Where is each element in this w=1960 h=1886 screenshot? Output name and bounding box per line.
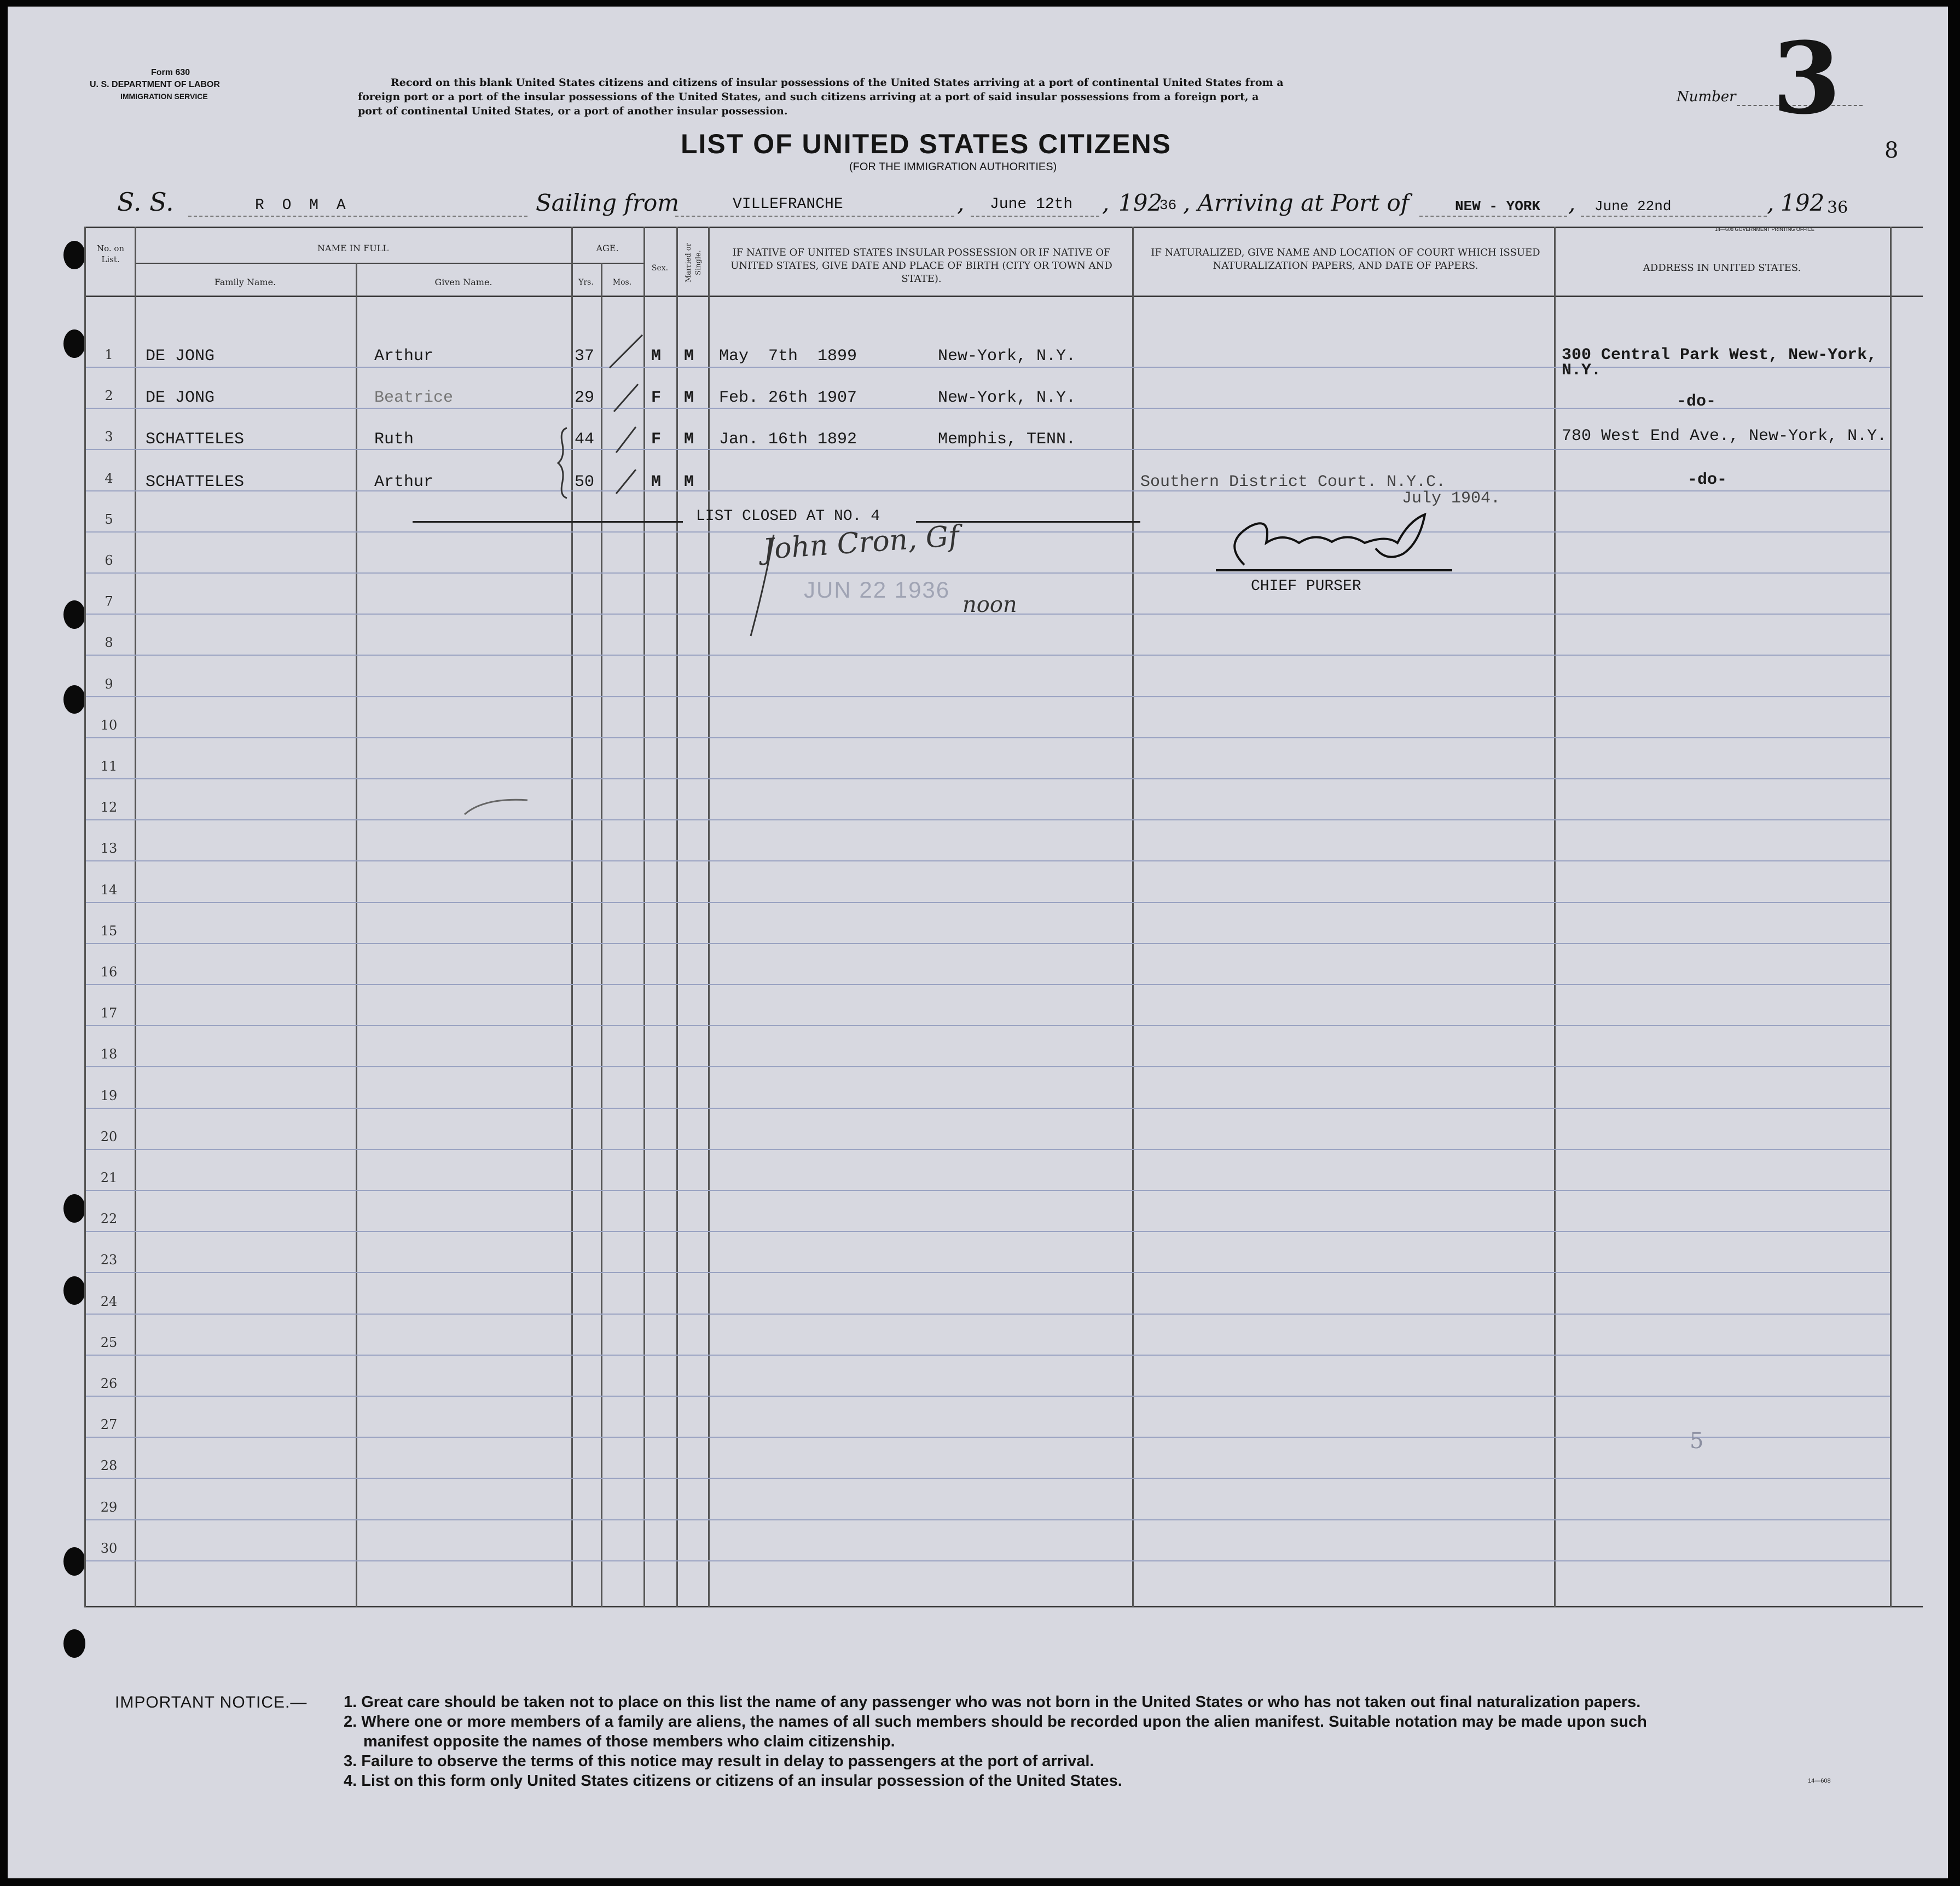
row-number: 23 [100, 1252, 118, 1268]
row-rule [86, 1437, 1890, 1438]
page-mark: 8 [1884, 138, 1899, 163]
row-number: 11 [100, 759, 118, 774]
row-1-family: DE JONG [146, 347, 215, 366]
row-rule [86, 902, 1890, 903]
punch-hole [63, 1547, 85, 1576]
handwriting-stroke [746, 532, 779, 641]
row-3-given: Ruth [374, 430, 414, 449]
row-2-married: M [684, 389, 694, 407]
row-rule [86, 572, 1890, 574]
header-birth: IF NATIVE OF UNITED STATES INSULAR POSSESSION OR IF NATIVE OF UNITED STATES, GIVE DATE AND PLACE OF BIRTH (CITY OR TOWN AND STATE). [730, 247, 1112, 285]
department-name: U. S. DEPARTMENT OF LABOR [90, 80, 220, 89]
row-number: 3 [105, 429, 113, 445]
row-rule [86, 1478, 1890, 1479]
row-4-given: Arthur [374, 473, 434, 491]
row-rule [86, 1190, 1890, 1191]
row-rule [86, 737, 1890, 738]
row-number: 14 [100, 882, 118, 898]
year-typed: 36 [1159, 197, 1177, 213]
col-divider [1554, 227, 1556, 1607]
row-3-yrs: 44 [575, 430, 595, 449]
row-3-birth-date: Jan. 16th 1892 [719, 430, 857, 449]
comma: , [1102, 189, 1110, 216]
instructions-line: foreign port or a port of the insular possessions of the United States, and such citizens arriving at a port of said insular possessions from a foreign port, a [358, 91, 1259, 103]
notice-item-2: 2. Where one or more members of a family are aliens, the names of all such members should be recorded upon the alien manifest. Suitable notation may be made upon such [344, 1713, 1647, 1731]
row-2-yrs: 29 [575, 389, 595, 407]
row-2-sex: F [651, 389, 662, 407]
row-4-sex: M [651, 473, 662, 491]
header-married: Married or Single. [685, 243, 703, 282]
page-subtitle: (FOR THE IMMIGRATION AUTHORITIES) [849, 161, 1057, 173]
row-rule [86, 984, 1890, 985]
row-3-sex: F [651, 430, 662, 449]
row-2-given: Beatrice [374, 389, 454, 407]
row-rule [86, 1149, 1890, 1150]
row-rule [86, 860, 1890, 861]
comma: , [1568, 189, 1576, 216]
row-rule [86, 408, 1890, 409]
ss-label: S. S. [117, 187, 174, 217]
header-yrs: Yrs. [578, 278, 594, 287]
col-divider [1890, 227, 1892, 1607]
row-rule [86, 1066, 1890, 1067]
port-underline [1419, 216, 1567, 217]
year-prefix: 192 [1118, 189, 1163, 216]
row-1-sex: M [651, 347, 662, 366]
list-closed-note: LIST CLOSED AT NO. 4 [696, 508, 880, 525]
col-divider [1132, 227, 1134, 1607]
row-rule [86, 1396, 1890, 1397]
row-1-yrs: 37 [575, 347, 595, 366]
row-4-naturalized: Southern District Court. N.Y.C. [1140, 473, 1446, 491]
table-top-rule [84, 227, 1923, 228]
row-number: 25 [100, 1334, 118, 1350]
col-divider [708, 227, 710, 1607]
row-number: 13 [100, 841, 118, 857]
row-rule [86, 1560, 1890, 1561]
footer-mark: 14—608 [1808, 1778, 1831, 1784]
punch-hole [63, 600, 85, 629]
row-1-address: 300 Central Park West, New-York, [1562, 346, 1877, 365]
row-rule [86, 819, 1890, 820]
row-2-birth-date: Feb. 26th 1907 [719, 389, 857, 407]
punch-hole [63, 241, 85, 269]
arrival-port: NEW - YORK [1455, 198, 1541, 215]
col-divider [601, 263, 602, 1607]
row-number: 6 [105, 553, 113, 568]
row-4-family: SCHATTELES [146, 473, 245, 491]
page-title: LIST OF UNITED STATES CITIZENS [681, 129, 1172, 159]
row-number: 18 [100, 1046, 118, 1062]
row-3-birth-place: Memphis, TENN. [938, 430, 1076, 449]
row-number: 27 [100, 1417, 118, 1433]
ship-name: R O M A [255, 197, 350, 214]
age-tick-marks [604, 329, 653, 510]
header-age: AGE. [596, 243, 619, 253]
row-number: 26 [100, 1376, 118, 1391]
row-number: 30 [100, 1540, 118, 1556]
corner-mark: 5 [1690, 1428, 1704, 1454]
row-number: 17 [100, 1005, 118, 1021]
list-closed-underline-left [413, 521, 683, 523]
comma: , [1767, 189, 1775, 216]
instructions-line: Record on this blank United States citizens and citizens of insular possessions of the United States arriving at a port of continental United States from a [391, 77, 1284, 89]
row-number: 2 [105, 388, 113, 404]
row-rule [86, 943, 1890, 944]
row-rule [86, 1355, 1890, 1356]
col-divider [135, 227, 136, 1607]
row-rule [86, 1272, 1890, 1273]
chief-purser-label: CHIEF PURSER [1251, 578, 1361, 595]
arrival-date: June 22nd [1594, 198, 1672, 215]
printer-mark: 14—608 GOVERNMENT PRINTING OFFICE [1715, 227, 1814, 232]
arrival-year-typed: 36 [1827, 198, 1848, 217]
row-rule [86, 490, 1890, 491]
row-number: 4 [105, 470, 113, 486]
row-number: 21 [100, 1170, 118, 1185]
row-number: 10 [100, 717, 118, 733]
row-1-birth-date: May 7th 1899 [719, 347, 857, 366]
row-2-family: DE JONG [146, 389, 215, 407]
row-rule [86, 531, 1890, 533]
row-2-birth-place: New-York, N.Y. [938, 389, 1076, 407]
stray-mark [462, 795, 533, 817]
date-stamp: JUN 22 1936 [804, 577, 950, 603]
row-rule [86, 1231, 1890, 1232]
notice-item-2-cont: manifest opposite the names of those members who claim citizenship. [363, 1733, 895, 1750]
arrival-year-prefix: 192 [1781, 189, 1825, 216]
row-rule [86, 696, 1890, 697]
row-1-birth-place: New-York, N.Y. [938, 347, 1076, 366]
notice-item-3: 3. Failure to observe the terms of this notice may result in delay to passengers at the port of arrival. [344, 1752, 1094, 1770]
col-divider [84, 227, 86, 1607]
row-number: 8 [105, 635, 113, 651]
service-name: IMMIGRATION SERVICE [120, 92, 208, 101]
punch-hole [63, 329, 85, 358]
row-rule [86, 1314, 1890, 1315]
row-rule [86, 1519, 1890, 1520]
sailing-from: VILLEFRANCHE [733, 196, 843, 213]
name-header-rule [135, 263, 571, 264]
punch-hole [63, 685, 85, 714]
header-no: No. on List. [96, 244, 125, 264]
punch-hole [63, 1194, 85, 1223]
col-divider [571, 227, 573, 1607]
row-number: 5 [105, 511, 113, 527]
ship-underline [188, 216, 527, 217]
punch-hole [63, 1276, 85, 1305]
table-header-bottom-rule [84, 296, 1923, 297]
comma: , [957, 189, 965, 216]
row-4-address: -do- [1688, 471, 1727, 489]
row-1-address-cont: N.Y. [1562, 361, 1602, 380]
manifest-sheet [8, 7, 1948, 1878]
row-number: 20 [100, 1129, 118, 1144]
row-rule [86, 655, 1890, 656]
row-number: 15 [100, 923, 118, 939]
table-bottom-rule [84, 1606, 1923, 1607]
sailing-label: Sailing from [536, 189, 680, 216]
header-naturalized: IF NATURALIZED, GIVE NAME AND LOCATION OF COURT WHICH ISSUED NATURALIZATION PAPERS, AND DATE OF PAPERS. [1151, 247, 1540, 271]
row-4-naturalized-date: July 1904. [1402, 489, 1501, 508]
notice-item-4: 4. List on this form only United States citizens or citizens of an insular possession of the United States. [344, 1772, 1122, 1790]
sailing-underline [675, 216, 954, 217]
col-divider [676, 227, 678, 1607]
row-3-address: 780 West End Ave., New-York, N.Y. [1562, 427, 1887, 446]
row-3-family: SCHATTELES [146, 430, 245, 449]
row-1-married: M [684, 347, 694, 366]
sailing-date: June 12th [990, 196, 1073, 213]
row-number: 9 [105, 676, 113, 692]
row-3-married: M [684, 430, 694, 449]
header-family-name: Family Name. [214, 277, 276, 287]
arrival-underline [1581, 216, 1767, 217]
row-number: 19 [100, 1087, 118, 1103]
number-label: Number [1677, 89, 1736, 105]
header-mos: Mos. [612, 278, 632, 287]
header-given-name: Given Name. [434, 277, 492, 287]
row-4-yrs: 50 [575, 473, 595, 491]
notice-item-1: 1. Great care should be taken not to place on this list the name of any passenger who was not born in the United States or who has not taken out final naturalization papers. [344, 1693, 1641, 1711]
header-address: ADDRESS IN UNITED STATES. [1643, 262, 1801, 274]
row-number: 22 [100, 1211, 118, 1227]
row-rule [86, 1025, 1890, 1026]
row-rule [86, 778, 1890, 779]
row-rule [86, 1108, 1890, 1109]
notice-label: IMPORTANT NOTICE.— [115, 1693, 308, 1711]
row-4-married: M [684, 473, 694, 491]
row-number: 7 [105, 594, 113, 610]
row-number: 28 [100, 1458, 118, 1474]
row-number: 12 [100, 800, 118, 815]
header-sex: Sex. [651, 264, 669, 273]
row-rule [86, 449, 1890, 450]
form-number: Form 630 [151, 68, 190, 77]
row-number: 16 [100, 964, 118, 980]
family-brace [555, 425, 571, 501]
col-divider [356, 263, 357, 1607]
row-number: 29 [100, 1499, 118, 1515]
row-2-address: -do- [1677, 392, 1717, 411]
header-name-in-full: NAME IN FULL [317, 243, 388, 253]
inspector-signature: John Cron, Gf [762, 519, 960, 566]
purser-signature [1211, 510, 1463, 576]
row-1-given: Arthur [374, 347, 434, 366]
date-underline [971, 216, 1099, 217]
punch-hole [63, 1629, 85, 1658]
age-header-rule [571, 263, 643, 264]
row-number: 1 [105, 347, 113, 362]
list-number: 3 [1772, 21, 1841, 136]
arriving-label: , Arriving at Port of [1183, 189, 1410, 216]
instructions-line: port of continental United States, or a port of another insular possession. [358, 105, 788, 117]
row-rule [86, 367, 1890, 368]
inspector-note: noon [962, 592, 1017, 617]
row-number: 24 [100, 1293, 118, 1309]
